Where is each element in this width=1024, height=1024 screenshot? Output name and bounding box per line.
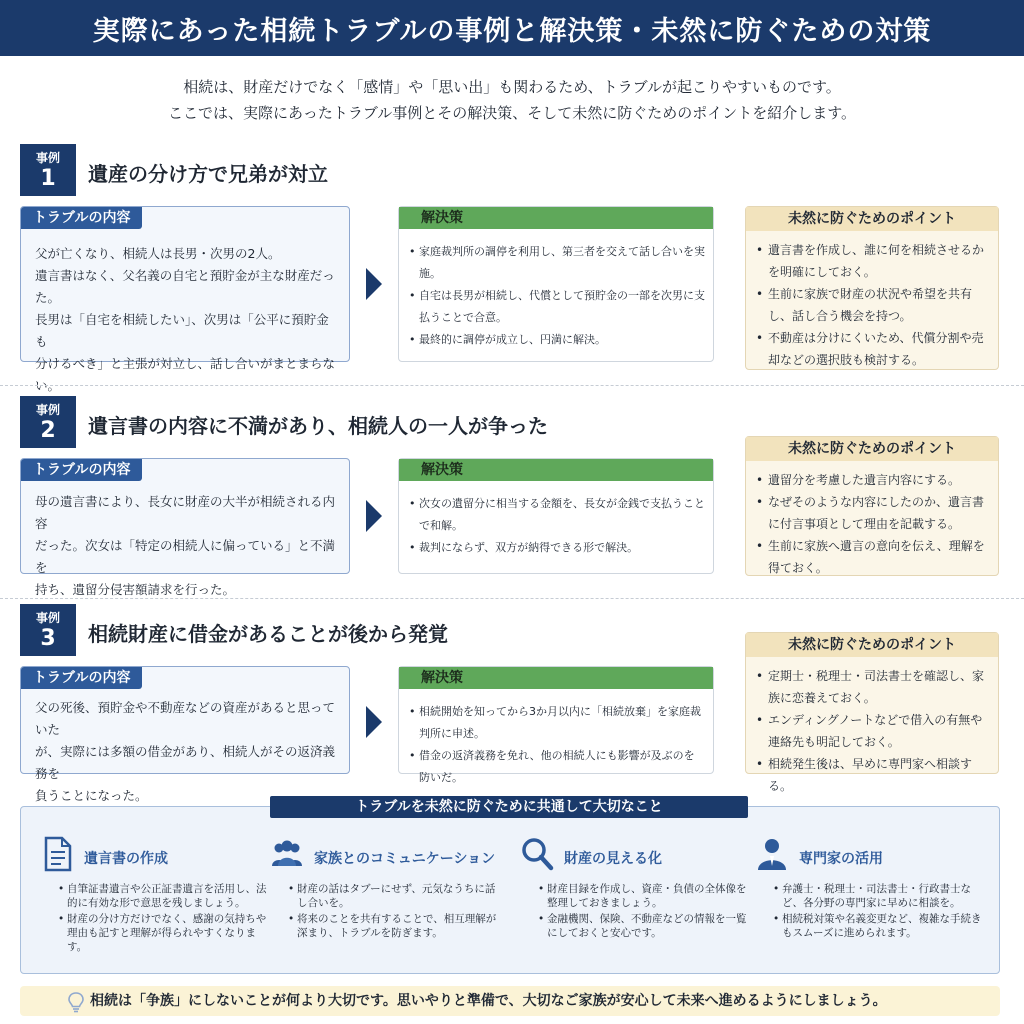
solution-item: • 相続開始を知ってから3か月以内に「相続放棄」を家庭裁判所に申述。 bbox=[409, 701, 705, 745]
arrow-icon bbox=[366, 268, 382, 300]
case-badge-3 bbox=[20, 604, 76, 656]
intro-line-1: 相続は、財産だけでなく「感情」や「思い出」も関わるため、トラブルが起こりやすいものです。 bbox=[183, 78, 841, 96]
case-number: 1 bbox=[40, 166, 56, 191]
trouble-text bbox=[35, 697, 339, 807]
trouble-box-1 bbox=[20, 206, 350, 393]
intro-text bbox=[0, 74, 1024, 126]
prevent-item: • エンディングノートなどで借入の有無や連絡先も明記しておく。 bbox=[756, 709, 990, 753]
prevent-item: • 不動産は分けにくいため、代償分割や売却などの選択肢も検討する。 bbox=[756, 327, 990, 371]
case-number: 3 bbox=[40, 626, 56, 651]
trouble-line: 遺言書はなく、父名義の自宅と預貯金が主な財産だった。 bbox=[35, 268, 335, 305]
prevent-tag: 未然に防ぐためのポイント bbox=[746, 633, 998, 657]
trouble-line: 母の遺言書により、長女に財産の大半が相続される内容 bbox=[35, 494, 336, 531]
prevent-box-3 bbox=[745, 632, 999, 793]
trouble-line: が、実際には多額の借金があり、相続人がその返済義務を bbox=[35, 744, 336, 781]
case-badge-1 bbox=[20, 144, 76, 196]
col-item: • 金融機関、保険、不動産などの情報を一覧にしておくと安心です。 bbox=[538, 912, 748, 940]
prevent-item: • 生前に家族で財産の状況や希望を共有し、話し合う機会を持つ。 bbox=[756, 283, 990, 327]
prevent-box-2 bbox=[745, 436, 999, 576]
trouble-line: 長男は「自宅を相続したい」、次男は「公平に預貯金も bbox=[35, 312, 329, 349]
col-item: • 将来のことを共有することで、相互理解が深まり、トラブルを防ぎます。 bbox=[288, 912, 498, 940]
trouble-line: 分けるべき」と主張が対立し、話し合いがまとまらない。 bbox=[35, 356, 336, 393]
divider bbox=[0, 598, 1024, 599]
case-title-1: 遺産の分け方で兄弟が対立 bbox=[88, 162, 328, 186]
trouble-line: だった。次女は「特定の相続人に偏っている」と不満を bbox=[35, 538, 336, 575]
prevent-item: • 遺言書を作成し、誰に何を相続させるかを明確にしておく。 bbox=[756, 239, 990, 283]
footer-text: 相続は「争族」にしないことが何より大切です。思いやりと準備で、大切なご家族が安心して未来へ進めるようにしましょう。 bbox=[90, 993, 887, 1009]
case-badge-2 bbox=[20, 396, 76, 448]
solution-tag: 解決策 bbox=[399, 207, 713, 229]
prevent-tag: 未然に防ぐためのポイント bbox=[746, 437, 998, 461]
trouble-line: 父の死後、預貯金や不動産などの資産があると思っていた bbox=[35, 700, 336, 737]
lightbulb-icon bbox=[66, 991, 86, 1013]
col-item: • 財産の話はタブーにせず、元気なうちに話し合いを。 bbox=[288, 882, 498, 910]
col-item: • 相続税対策や名義変更など、複雑な手続きもスムーズに進められます。 bbox=[773, 912, 983, 940]
col-item: • 財産の分け方だけでなく、感謝の気持ちや理由も記すと理解が得られやすくなります。 bbox=[58, 912, 268, 954]
prevent-item: • なぜそのような内容にしたのか、遺言書に付言事項として理由を記載する。 bbox=[756, 491, 990, 535]
solution-item: • 裁判にならず、双方が納得できる形で解決。 bbox=[409, 537, 705, 559]
trouble-tag: トラブルの内容 bbox=[21, 667, 142, 689]
case-number: 2 bbox=[40, 418, 56, 443]
prevent-tag: 未然に防ぐためのポイント bbox=[746, 207, 998, 231]
document-icon bbox=[40, 836, 74, 872]
solution-tag: 解決策 bbox=[399, 459, 713, 481]
col-title: 専門家の活用 bbox=[799, 851, 883, 867]
solution-item: • 次女の遺留分に相当する金額を、長女が金銭で支払うことで和解。 bbox=[409, 493, 705, 537]
prevent-item: • 遺留分を考慮した遺言内容にする。 bbox=[756, 469, 990, 491]
col-item: • 財産目録を作成し、資産・負債の全体像を整理しておきましょう。 bbox=[538, 882, 748, 910]
trouble-box-2 bbox=[20, 458, 350, 597]
case-label: 事例 bbox=[35, 403, 60, 417]
col-title: 家族とのコミュニケーション bbox=[314, 851, 496, 867]
trouble-text bbox=[35, 491, 339, 601]
arrow-icon bbox=[366, 500, 382, 532]
trouble-tag: トラブルの内容 bbox=[21, 459, 142, 481]
solution-box-1 bbox=[398, 206, 714, 362]
prevent-box-1 bbox=[745, 206, 999, 370]
col-item: • 弁護士・税理士・司法書士・行政書士など、各分野の専門家に早めに相談を。 bbox=[773, 882, 983, 910]
trouble-text bbox=[35, 243, 339, 397]
trouble-line: 負うことになった。 bbox=[35, 788, 148, 803]
solution-item: • 最終的に調停が成立し、円満に解決。 bbox=[409, 329, 705, 351]
magnifier-icon bbox=[520, 836, 554, 872]
expert-icon bbox=[755, 836, 789, 872]
solution-tag: 解決策 bbox=[399, 667, 713, 689]
intro-line-2: ここでは、実際にあったトラブル事例とその解決策、そして未然に防ぐためのポイントを紹介します。 bbox=[167, 104, 857, 122]
col-item: • 自筆証書遺言や公正証書遺言を活用し、法的に有効な形で意思を残しましょう。 bbox=[58, 882, 268, 910]
prevent-item: • 相続発生後は、早めに専門家へ相談する。 bbox=[756, 753, 990, 797]
common-title: トラブルを未然に防ぐために共通して大切なこと bbox=[270, 796, 748, 818]
trouble-line: 持ち、遺留分侵害額請求を行った。 bbox=[35, 582, 236, 597]
case-label: 事例 bbox=[35, 611, 60, 625]
solution-box-3 bbox=[398, 666, 714, 784]
footer-banner bbox=[20, 986, 1000, 1016]
page-title: 実際にあった相続トラブルの事例と解決策・未然に防ぐための対策 bbox=[0, 0, 1024, 56]
case-label: 事例 bbox=[35, 151, 60, 165]
divider bbox=[0, 385, 1024, 386]
col-title: 遺言書の作成 bbox=[84, 851, 168, 867]
solution-item: • 借金の返済義務を免れ、他の相続人にも影響が及ぶのを防いだ。 bbox=[409, 745, 705, 789]
prevent-item: • 生前に家族へ遺言の意向を伝え、理解を得ておく。 bbox=[756, 535, 990, 579]
trouble-tag: トラブルの内容 bbox=[21, 207, 142, 229]
trouble-box-3 bbox=[20, 666, 350, 803]
family-icon bbox=[270, 836, 304, 872]
solution-box-2 bbox=[398, 458, 714, 574]
solution-item: • 家庭裁判所の調停を利用し、第三者を交えて話し合いを実施。 bbox=[409, 241, 705, 285]
solution-item: • 自宅は長男が相続し、代償として預貯金の一部を次男に支払うことで合意。 bbox=[409, 285, 705, 329]
col-title: 財産の見える化 bbox=[564, 851, 662, 867]
case-title-3: 相続財産に借金があることが後から発覚 bbox=[88, 622, 448, 646]
prevent-item: • 定期士・税理士・司法書士を確認し、家族に恋養えておく。 bbox=[756, 665, 990, 709]
arrow-icon bbox=[366, 706, 382, 738]
trouble-line: 父が亡くなり、相続人は長男・次男の2人。 bbox=[35, 246, 281, 261]
case-title-2: 遺言書の内容に不満があり、相続人の一人が争った bbox=[88, 414, 548, 438]
